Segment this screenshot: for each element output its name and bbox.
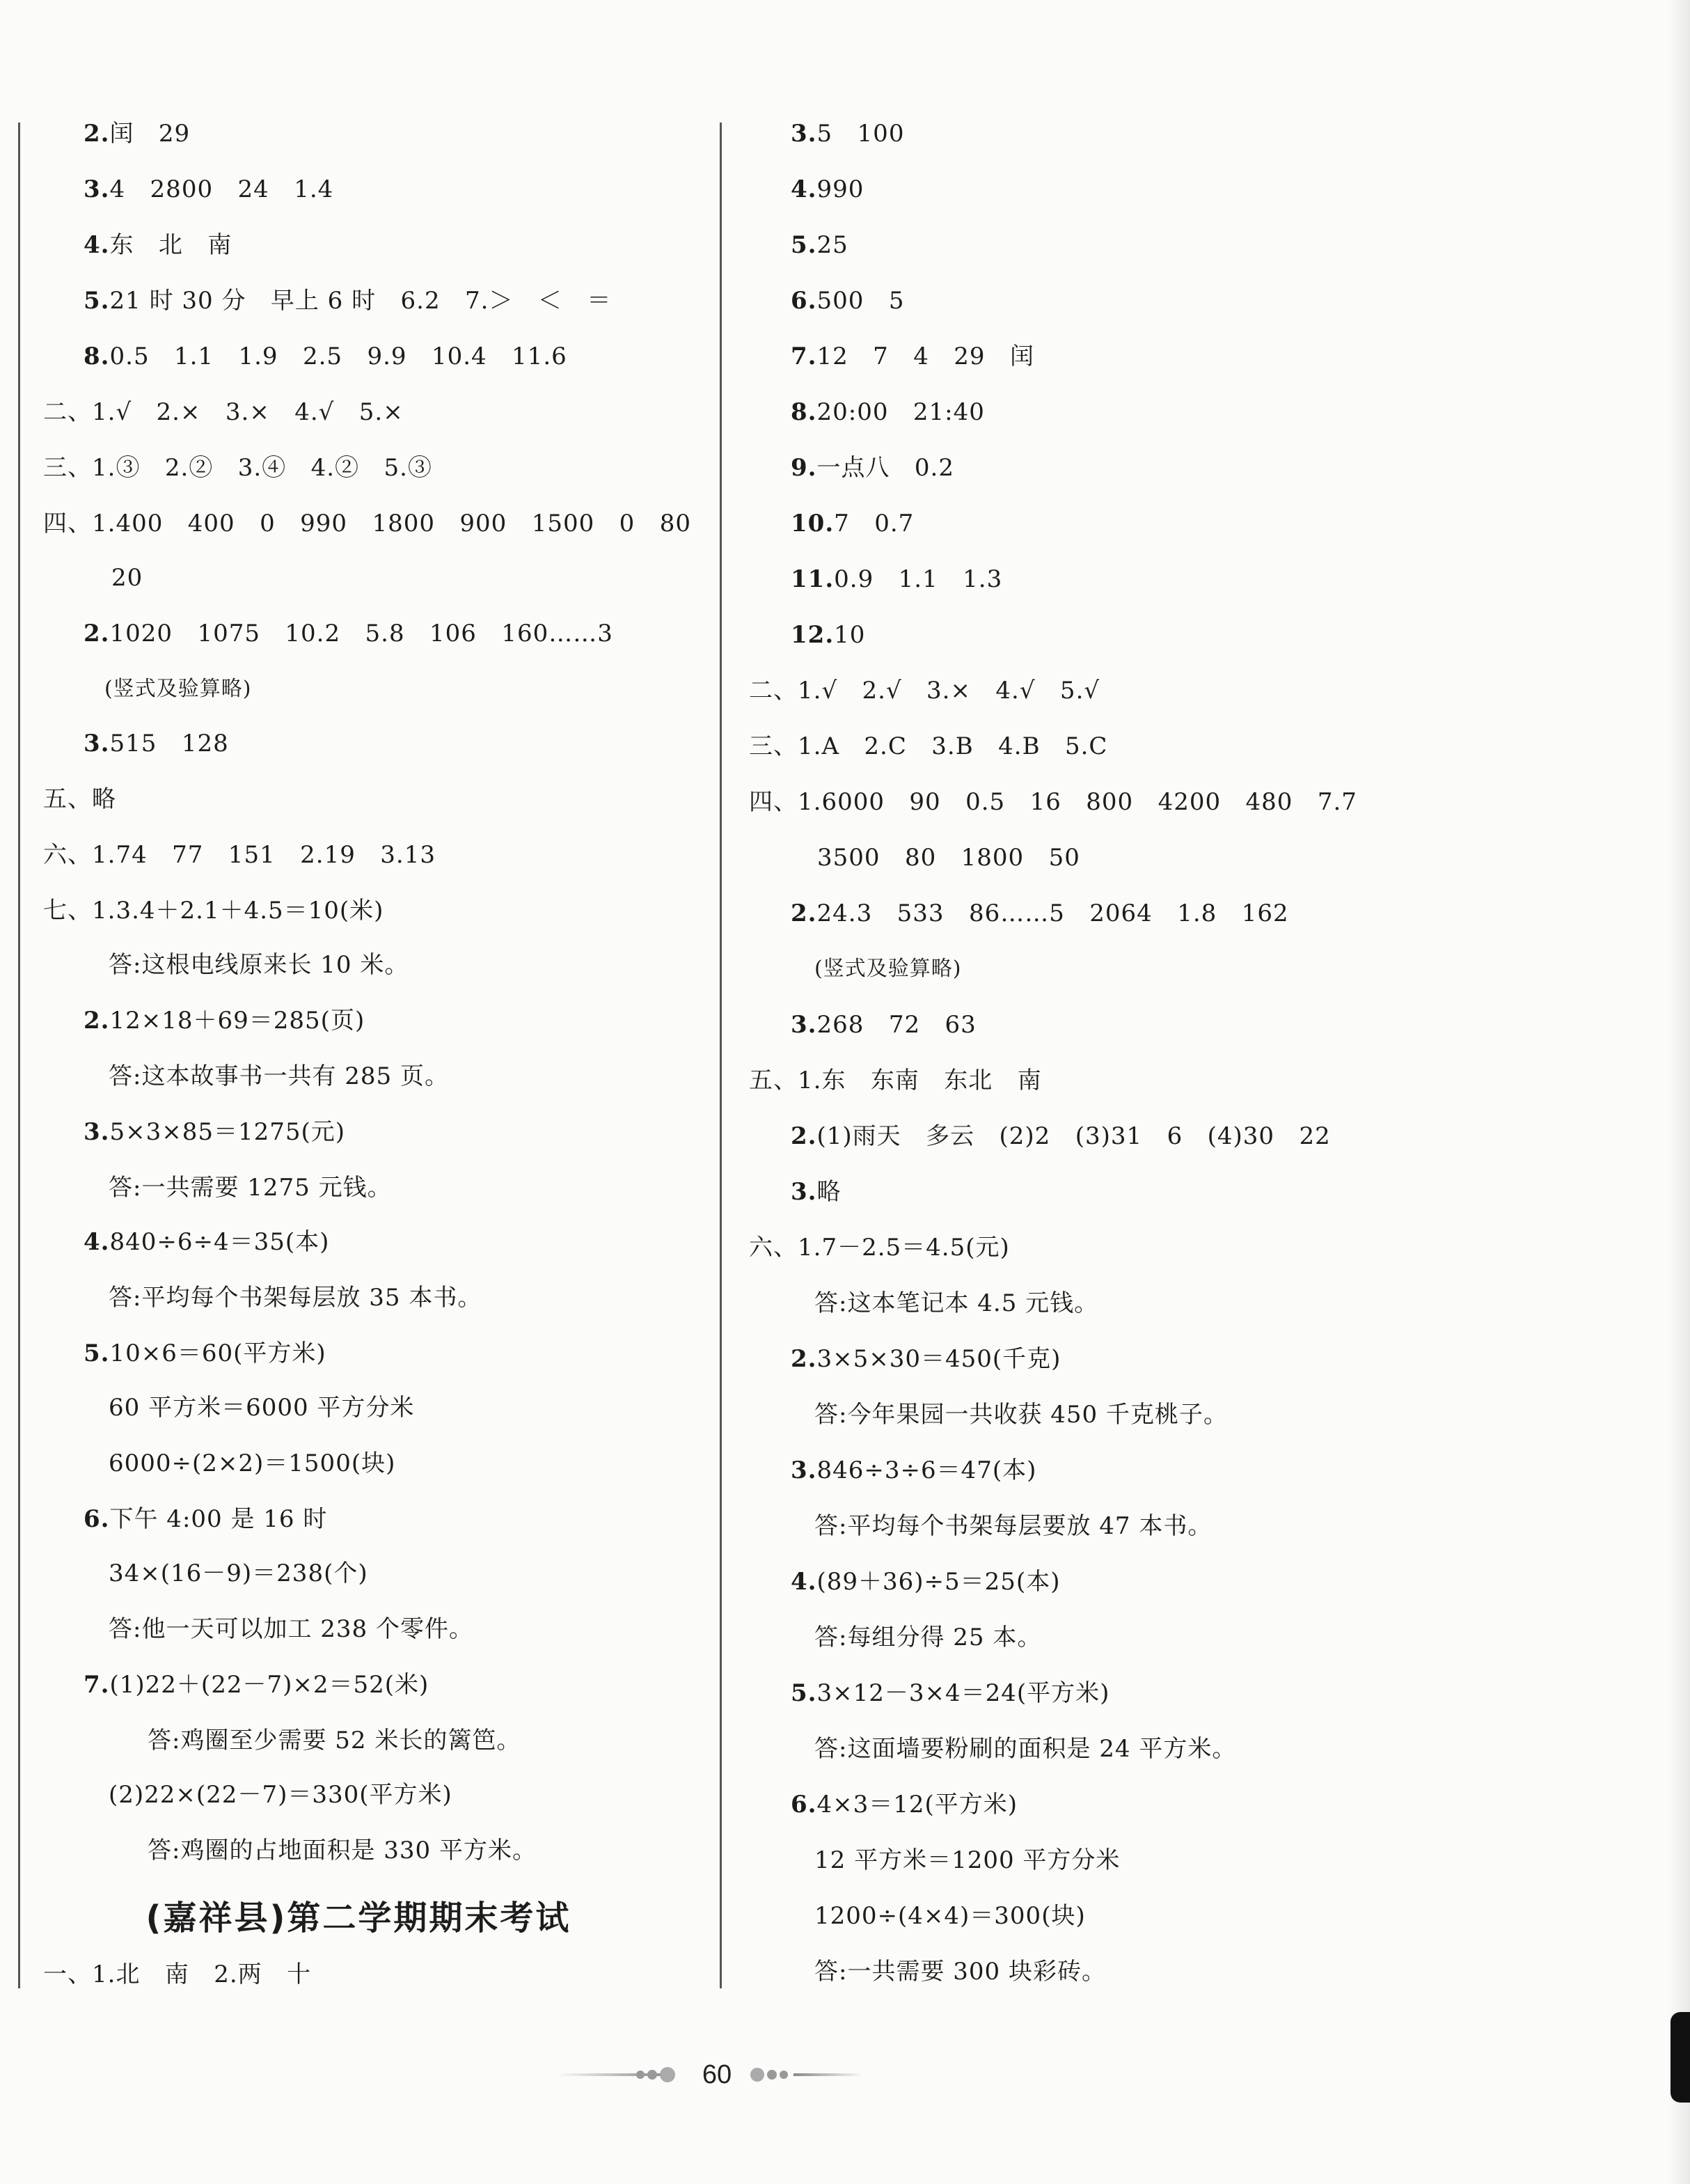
answer-line: 一、1.北 南 2.两 十 (43, 1961, 312, 1988)
answer-line: 六、1.74 77 151 2.19 3.13 (43, 841, 436, 869)
answer-line: 二、1.√ 2.√ 3.× 4.√ 5.√ (749, 677, 1100, 705)
answer-line: 答:这本故事书一共有 285 页。 (109, 1062, 449, 1090)
answer-line: 12.10 (791, 621, 866, 649)
answer-line: 4.840÷6÷4＝35(本) (84, 1228, 330, 1256)
answer-line: 五、1.东 东南 东北 南 (749, 1067, 1042, 1094)
answer-line: 答:平均每个书架每层要放 47 本书。 (814, 1512, 1213, 1540)
page-footer (0, 2054, 1690, 2096)
answer-line: 4.东 北 南 (84, 231, 232, 259)
answer-line: 答:平均每个书架每层放 35 本书。 (109, 1284, 482, 1312)
answer-line: 6.下午 4:00 是 16 时 (84, 1505, 328, 1533)
answer-line: 七、1.3.4＋2.1＋4.5＝10(米) (43, 897, 384, 925)
answer-line: 3500 80 1800 50 (817, 844, 1080, 872)
answer-line: 答:一共需要 1275 元钱。 (109, 1174, 392, 1202)
answer-line: 9.一点八 0.2 (791, 454, 954, 482)
answer-line: 2.24.3 533 86……5 2064 1.8 162 (791, 899, 1289, 927)
answer-line: 5.21 时 30 分 早上 6 时 6.2 7.＞ ＜ ＝ (84, 287, 612, 315)
answer-line: 8.0.5 1.1 1.9 2.5 9.9 10.4 11.6 (84, 343, 567, 370)
answer-line: 四、1.6000 90 0.5 16 800 4200 480 7.7 (749, 788, 1357, 816)
answer-line: 三、1.A 2.C 3.B 4.B 5.C (749, 732, 1108, 760)
answer-line: 2.1020 1075 10.2 5.8 106 160……3 (84, 620, 613, 647)
answer-line: 答:这面墙要粉刷的面积是 24 平方米。 (814, 1735, 1237, 1763)
answer-line: 答:这根电线原来长 10 米。 (109, 951, 409, 979)
answer-line: 6000÷(2×2)＝1500(块) (109, 1450, 396, 1477)
answer-line: 2.12×18＋69＝285(页) (84, 1007, 365, 1035)
answer-line: 3.5 100 (791, 120, 905, 148)
answer-line: 6.4×3＝12(平方米) (791, 1791, 1018, 1818)
answer-line: 2.(1)雨天 多云 (2)2 (3)31 6 (4)30 22 (791, 1122, 1331, 1150)
answer-line: 1200÷(4×4)＝300(块) (814, 1902, 1086, 1930)
answer-line: 12 平方米＝1200 平方分米 (814, 1846, 1121, 1874)
answer-line: 20 (111, 564, 143, 592)
answer-line: 答:每组分得 25 本。 (814, 1624, 1042, 1651)
page-edge-shadow (1669, 0, 1690, 2184)
answer-line: 6.500 5 (791, 287, 905, 315)
answer-line: (2)22×(22－7)＝330(平方米) (109, 1781, 452, 1809)
answer-line: 4.(89＋36)÷5＝25(本) (791, 1568, 1061, 1596)
answer-line: 答:这本笔记本 4.5 元钱。 (814, 1289, 1099, 1317)
answer-line: 六、1.7－2.5＝4.5(元) (749, 1234, 1010, 1262)
answer-line: 答:今年果园一共收获 450 千克桃子。 (814, 1401, 1228, 1429)
answer-line: 3.268 72 63 (791, 1011, 977, 1039)
answer-line: 5.25 (791, 231, 848, 259)
column-divider (720, 123, 722, 1988)
answer-line: 11.0.9 1.1 1.3 (791, 565, 1003, 593)
answer-line: (竖式及验算略) (814, 957, 962, 981)
answer-line: 答:鸡圈的占地面积是 330 平方米。 (148, 1837, 537, 1864)
footer-decoration-right (793, 2073, 863, 2076)
answer-line: 7.(1)22＋(22－7)×2＝52(米) (84, 1671, 429, 1699)
answer-line: 2.3×5×30＝450(千克) (791, 1345, 1061, 1373)
answer-line: 答:他一天可以加工 238 个零件。 (109, 1615, 473, 1643)
answer-line: 3.515 128 (84, 730, 229, 757)
answer-line: (竖式及验算略) (104, 677, 252, 701)
answer-line: 60 平方米＝6000 平方分米 (109, 1394, 415, 1422)
answer-line: 答:鸡圈至少需要 52 米长的篱笆。 (148, 1727, 521, 1754)
answer-line: 三、1.③ 2.② 3.④ 4.② 5.③ (43, 454, 432, 482)
left-margin-rule (18, 123, 20, 1988)
answer-line: 3.5×3×85＝1275(元) (84, 1118, 346, 1146)
answer-line: 五、略 (43, 785, 116, 813)
answer-line: 答:一共需要 300 块彩砖。 (814, 1958, 1106, 1986)
answer-line: 10.7 0.7 (791, 510, 915, 537)
answer-line: 5.10×6＝60(平方米) (84, 1340, 326, 1367)
answer-line: 34×(16－9)＝238(个) (109, 1560, 368, 1587)
answer-line: 7.12 7 4 29 闰 (791, 343, 1034, 370)
answer-line: 8.20:00 21:40 (791, 398, 985, 426)
answer-line: 二、1.√ 2.× 3.× 4.√ 5.× (43, 398, 404, 426)
page-edge-mark (1671, 2012, 1690, 2103)
answer-line: 3.略 (791, 1178, 842, 1206)
answer-line: 5.3×12－3×4＝24(平方米) (791, 1679, 1110, 1707)
answer-line: 3.4 2800 24 1.4 (84, 175, 334, 203)
page-number: 60 (702, 2060, 732, 2089)
answer-line: 2.闰 29 (84, 120, 191, 148)
answer-line: 3.846÷3÷6＝47(本) (791, 1456, 1037, 1484)
section-title: (嘉祥县)第二学期期末考试 (145, 1899, 571, 1938)
answer-line: 四、1.400 400 0 990 1800 900 1500 0 80 (43, 510, 691, 537)
answer-line: 4.990 (791, 175, 864, 203)
